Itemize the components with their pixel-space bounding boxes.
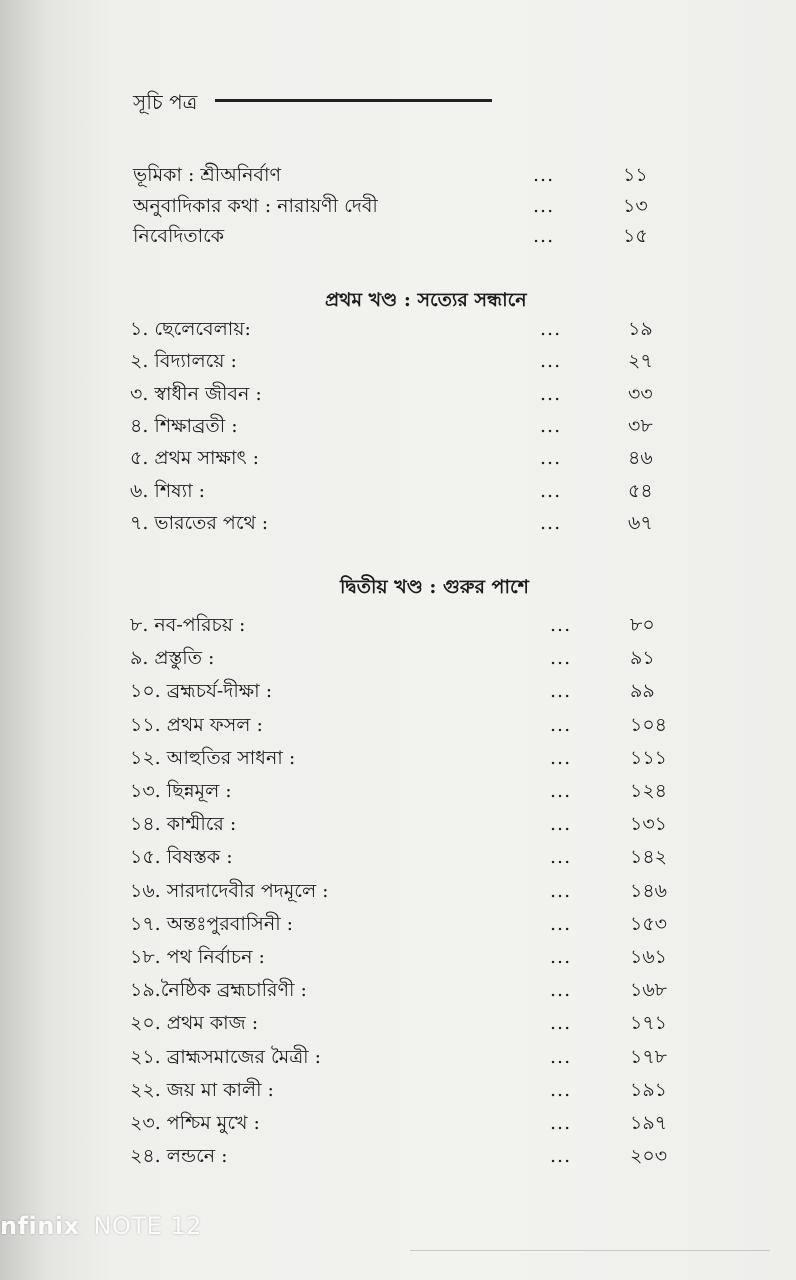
leader-dots: ... bbox=[550, 1078, 572, 1101]
page-number: ১৭৮ bbox=[630, 1045, 668, 1068]
page-number: ১১ bbox=[623, 164, 648, 186]
toc-entry bbox=[130, 346, 690, 376]
entry-title: ভূমিকা : শ্রীঅনির্বাণ bbox=[133, 164, 281, 186]
page-number: ১৯ bbox=[628, 318, 653, 340]
leader-dots: ... bbox=[540, 479, 562, 502]
toc-entry bbox=[130, 411, 690, 441]
page-title: সূচি পত্র bbox=[133, 90, 198, 114]
page-number: ৩৮ bbox=[628, 414, 653, 437]
page-number: ৩৩ bbox=[628, 382, 653, 405]
toc-entry bbox=[130, 776, 690, 806]
leader-dots: ... bbox=[540, 414, 562, 437]
toc-entry bbox=[130, 443, 690, 473]
watermark-brand: nfinix bbox=[0, 1212, 80, 1240]
toc-entry bbox=[130, 1075, 690, 1105]
entry-title: অনুবাদিকার কথা : নারায়ণী দেবী bbox=[133, 194, 378, 217]
entry-title: ১. ছেলেবেলায়: bbox=[130, 318, 251, 340]
leader-dots: ... bbox=[550, 1045, 572, 1068]
leader-dots: ... bbox=[540, 350, 562, 373]
leader-dots: ... bbox=[550, 713, 572, 736]
toc-entry bbox=[130, 643, 690, 673]
toc-entry bbox=[130, 842, 690, 872]
entry-title: ২০. প্রথম কাজ : bbox=[130, 1012, 259, 1035]
leader-dots: ... bbox=[550, 1012, 572, 1035]
toc-entry bbox=[133, 221, 693, 251]
divider bbox=[410, 1250, 770, 1251]
leader-dots: ... bbox=[550, 946, 572, 968]
leader-dots: ... bbox=[550, 1112, 572, 1134]
page-number: ১৪২ bbox=[630, 846, 668, 869]
page-number: ১৫ bbox=[623, 225, 648, 247]
title-underline bbox=[215, 99, 492, 102]
entry-title: ২১. ব্রাহ্মসমাজের মৈত্রী : bbox=[130, 1045, 322, 1068]
leader-dots: ... bbox=[550, 979, 572, 1002]
entry-title: ২৪. লন্ডনে : bbox=[130, 1145, 228, 1168]
toc-entry bbox=[130, 379, 690, 409]
page-number: ১৫৩ bbox=[630, 912, 668, 935]
page-number: ১৭১ bbox=[630, 1012, 668, 1035]
leader-dots: ... bbox=[533, 225, 555, 247]
watermark-model: NOTE 12 bbox=[93, 1212, 202, 1240]
entry-title: ১৯.নৈষ্ঠিক ব্রহ্মচারিণী : bbox=[130, 979, 307, 1002]
leader-dots: ... bbox=[540, 382, 562, 405]
toc-entry bbox=[130, 1141, 690, 1171]
leader-dots: ... bbox=[550, 912, 572, 935]
toc-entry bbox=[130, 676, 690, 706]
entry-title: ৬. শিষ্যা : bbox=[130, 479, 206, 502]
page-number: ১৯৭ bbox=[630, 1112, 668, 1134]
leader-dots: ... bbox=[550, 647, 572, 670]
page-number: ৪৬ bbox=[628, 447, 653, 470]
page-number: ৬৭ bbox=[628, 511, 653, 534]
toc-entry bbox=[133, 160, 693, 190]
entry-title: ২. বিদ্যালয়ে : bbox=[130, 350, 237, 373]
leader-dots: ... bbox=[550, 813, 572, 836]
entry-title: ১০. ব্রহ্মচর্য-দীক্ষা : bbox=[130, 680, 273, 703]
leader-dots: ... bbox=[540, 318, 562, 340]
entry-title: ৩. স্বাধীন জীবন : bbox=[130, 382, 262, 405]
page-number: ৯১ bbox=[630, 647, 655, 670]
entry-title: ১৩. ছিন্নমূল : bbox=[130, 780, 232, 802]
page-number: ৫৪ bbox=[628, 479, 653, 502]
toc-entry bbox=[130, 975, 690, 1005]
entry-title: ৪. শিক্ষাব্রতী : bbox=[130, 414, 238, 437]
entry-title: ১৭. অন্তঃপুরবাসিনী : bbox=[130, 912, 294, 935]
page-number: ১৯১ bbox=[630, 1078, 667, 1101]
leader-dots: ... bbox=[533, 164, 555, 186]
entry-title: নিবেদিতাকে bbox=[133, 225, 225, 247]
entry-title: ১১. প্রথম ফসল : bbox=[130, 713, 263, 736]
page-number: ১৬৮ bbox=[630, 979, 668, 1002]
leader-dots: ... bbox=[550, 1145, 572, 1168]
toc-entry bbox=[130, 743, 690, 773]
section-title-part-one: প্রথম খণ্ড : সত্যের সন্ধানে bbox=[325, 289, 527, 311]
camera-watermark bbox=[0, 1212, 202, 1240]
entry-title: ৭. ভারতের পথে : bbox=[130, 511, 269, 534]
leader-dots: ... bbox=[550, 746, 572, 769]
toc-entry bbox=[130, 809, 690, 839]
entry-title: ২৩. পশ্চিম মুখে : bbox=[130, 1112, 260, 1134]
leader-dots: ... bbox=[540, 447, 562, 470]
toc-entry bbox=[130, 876, 690, 906]
section-title-part-two: দ্বিতীয় খণ্ড : গুরুর পাশে bbox=[340, 576, 529, 598]
toc-entry bbox=[130, 942, 690, 972]
toc-entry bbox=[130, 710, 690, 740]
entry-title: ২২. জয় মা কালী : bbox=[130, 1078, 274, 1101]
toc-entry bbox=[130, 508, 690, 538]
entry-title: ১৬. সারদাদেবীর পদমূলে : bbox=[130, 879, 329, 902]
leader-dots: ... bbox=[550, 846, 572, 869]
entry-title: ৯. প্রস্তুতি : bbox=[130, 647, 215, 670]
page-number: ১৩১ bbox=[630, 813, 668, 836]
toc-entry bbox=[130, 1108, 690, 1138]
leader-dots: ... bbox=[550, 680, 572, 703]
toc-entry bbox=[130, 476, 690, 506]
entry-title: ৮. নব-পরিচয় : bbox=[130, 614, 246, 636]
entry-title: ১৫. বিষস্তক : bbox=[130, 846, 233, 869]
page-number: ১২৪ bbox=[630, 780, 668, 802]
entry-title: ১৮. পথ নির্বাচন : bbox=[130, 946, 265, 968]
toc-entry bbox=[133, 191, 693, 221]
page-number: ১০৪ bbox=[630, 713, 668, 736]
toc-entry bbox=[130, 1008, 690, 1038]
page-number: ৮০ bbox=[630, 614, 655, 636]
entry-title: ৫. প্রথম সাক্ষাৎ : bbox=[130, 447, 260, 470]
entry-title: ১২. আহুতির সাধনা : bbox=[130, 746, 296, 769]
page-number: ১৬১ bbox=[630, 946, 668, 968]
page-number: ১১১ bbox=[630, 746, 667, 769]
leader-dots: ... bbox=[550, 780, 572, 802]
toc-entry bbox=[130, 1042, 690, 1072]
page-number: ২০৩ bbox=[630, 1145, 668, 1168]
leader-dots: ... bbox=[550, 879, 572, 902]
leader-dots: ... bbox=[533, 194, 555, 217]
leader-dots: ... bbox=[540, 511, 562, 534]
toc-entry bbox=[130, 314, 690, 344]
page-number: ২৭ bbox=[628, 350, 653, 373]
page-number: ৯৯ bbox=[630, 680, 655, 703]
leader-dots: ... bbox=[550, 614, 572, 636]
page-number: ১৪৬ bbox=[630, 879, 668, 902]
toc-entry bbox=[130, 909, 690, 939]
page-number: ১৩ bbox=[623, 194, 648, 217]
entry-title: ১৪. কাশ্মীরে : bbox=[130, 813, 237, 836]
toc-entry bbox=[130, 610, 690, 640]
